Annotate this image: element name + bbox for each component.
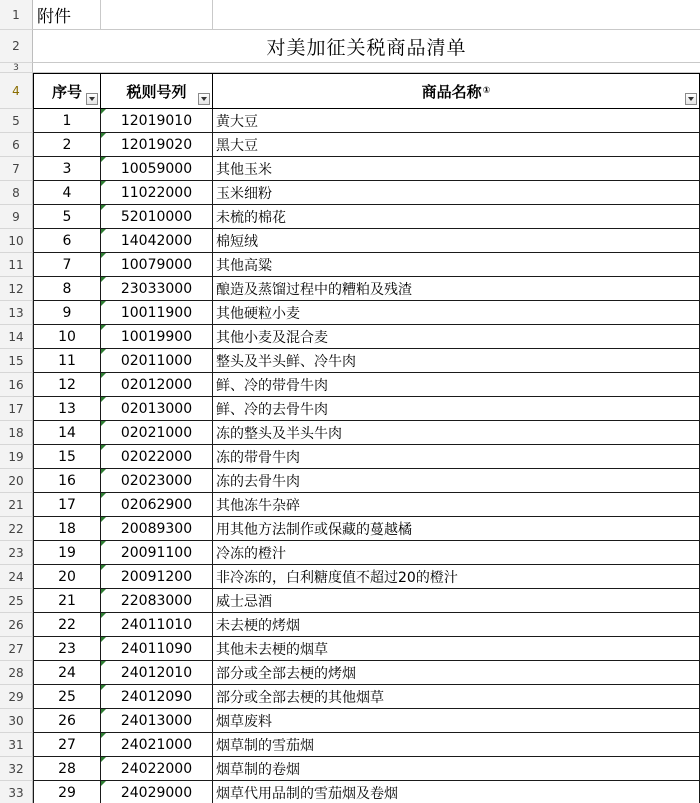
text-number-indicator-icon xyxy=(101,685,106,690)
tariff-code-cell[interactable]: 23033000 xyxy=(101,277,213,301)
attachment-label-cell[interactable]: 附件 xyxy=(33,0,101,30)
table-row xyxy=(0,469,700,493)
text-number-indicator-icon xyxy=(101,589,106,594)
text-number-indicator-icon xyxy=(101,373,106,378)
sheet-title-cell[interactable]: 对美加征关税商品清单 xyxy=(33,30,700,63)
product-name-cell[interactable]: 未去梗的烤烟 xyxy=(213,613,700,637)
header-seq-label: 序号 xyxy=(51,82,82,101)
seq-cell[interactable]: 18 xyxy=(33,517,101,541)
tariff-code-cell[interactable]: 10019900 xyxy=(101,325,213,349)
table-row xyxy=(0,517,700,541)
text-number-indicator-icon xyxy=(101,157,106,162)
seq-cell[interactable]: 24 xyxy=(33,661,101,685)
table-row xyxy=(0,397,700,421)
product-name-cell[interactable]: 未梳的棉花 xyxy=(213,205,700,229)
table-row xyxy=(0,733,700,757)
tariff-code-cell[interactable]: 02023000 xyxy=(101,469,213,493)
table-row xyxy=(0,613,700,637)
text-number-indicator-icon xyxy=(101,709,106,714)
header-tariff-label: 税则号列 xyxy=(126,82,187,101)
product-name-cell[interactable]: 其他硬粒小麦 xyxy=(213,301,700,325)
text-number-indicator-icon xyxy=(101,181,106,186)
text-number-indicator-icon xyxy=(101,565,106,570)
seq-cell[interactable]: 21 xyxy=(33,589,101,613)
row-number[interactable]: 10 xyxy=(0,229,33,253)
tariff-code-cell[interactable]: 10059000 xyxy=(101,157,213,181)
text-number-indicator-icon xyxy=(101,445,106,450)
seq-cell[interactable]: 26 xyxy=(33,709,101,733)
text-number-indicator-icon xyxy=(101,541,106,546)
seq-cell[interactable]: 12 xyxy=(33,373,101,397)
row-number[interactable]: 28 xyxy=(0,661,33,685)
product-name-cell[interactable]: 其他玉米 xyxy=(213,157,700,181)
text-number-indicator-icon xyxy=(101,421,106,426)
text-number-indicator-icon xyxy=(101,757,106,762)
tariff-code-cell[interactable]: 24011090 xyxy=(101,637,213,661)
table-row xyxy=(0,781,700,803)
product-name-cell[interactable]: 其他高粱 xyxy=(213,253,700,277)
row-number[interactable]: 29 xyxy=(0,685,33,709)
seq-cell[interactable]: 11 xyxy=(33,349,101,373)
tariff-code-cell[interactable]: 02062900 xyxy=(101,493,213,517)
table-row xyxy=(0,757,700,781)
row-number[interactable]: 25 xyxy=(0,589,33,613)
seq-cell[interactable]: 27 xyxy=(33,733,101,757)
tariff-code-cell[interactable]: 10011900 xyxy=(101,301,213,325)
product-name-cell[interactable]: 冷冻的橙汁 xyxy=(213,541,700,565)
seq-cell[interactable]: 28 xyxy=(33,757,101,781)
table-row xyxy=(0,181,700,205)
text-number-indicator-icon xyxy=(101,733,106,738)
product-name-cell[interactable]: 玉米细粉 xyxy=(213,181,700,205)
text-number-indicator-icon xyxy=(101,133,106,138)
table-row xyxy=(0,589,700,613)
row-number[interactable]: 13 xyxy=(0,301,33,325)
tariff-code-cell[interactable]: 02021000 xyxy=(101,421,213,445)
text-number-indicator-icon xyxy=(101,205,106,210)
tariff-code-cell[interactable]: 20089300 xyxy=(101,517,213,541)
table-row xyxy=(0,445,700,469)
seq-cell[interactable]: 2 xyxy=(33,133,101,157)
row-number[interactable]: 31 xyxy=(0,733,33,757)
empty-cell[interactable] xyxy=(213,0,700,30)
product-name-cell[interactable]: 部分或全部去梗的烤烟 xyxy=(213,661,700,685)
product-name-cell[interactable]: 部分或全部去梗的其他烟草 xyxy=(213,685,700,709)
tariff-code-cell[interactable]: 20091100 xyxy=(101,541,213,565)
tariff-code-cell[interactable]: 20091200 xyxy=(101,565,213,589)
product-name-cell[interactable]: 烟草制的卷烟 xyxy=(213,757,700,781)
row-number[interactable]: 1 xyxy=(0,0,33,30)
tariff-code-cell[interactable]: 12019020 xyxy=(101,133,213,157)
product-name-cell[interactable]: 烟草制的雪茄烟 xyxy=(213,733,700,757)
product-name-cell[interactable]: 其他冻牛杂碎 xyxy=(213,493,700,517)
product-name-cell[interactable]: 冻的整头及半头牛肉 xyxy=(213,421,700,445)
table-row xyxy=(0,349,700,373)
seq-cell[interactable]: 7 xyxy=(33,253,101,277)
table-row xyxy=(0,325,700,349)
tariff-code-cell[interactable]: 24012090 xyxy=(101,685,213,709)
tariff-code-cell[interactable]: 02011000 xyxy=(101,349,213,373)
row-number[interactable]: 18 xyxy=(0,421,33,445)
sheet-row-1 xyxy=(0,0,700,30)
text-number-indicator-icon xyxy=(101,613,106,618)
row-number[interactable]: 26 xyxy=(0,613,33,637)
table-row xyxy=(0,277,700,301)
seq-cell[interactable]: 1 xyxy=(33,109,101,133)
row-number[interactable]: 6 xyxy=(0,133,33,157)
row-number[interactable]: 12 xyxy=(0,277,33,301)
table-row xyxy=(0,565,700,589)
sheet-row-2 xyxy=(0,30,700,63)
seq-cell[interactable]: 5 xyxy=(33,205,101,229)
text-number-indicator-icon xyxy=(101,229,106,234)
tariff-code-cell[interactable]: 02013000 xyxy=(101,397,213,421)
row-number[interactable]: 4 xyxy=(0,73,33,109)
product-name-cell[interactable]: 冻的去骨牛肉 xyxy=(213,469,700,493)
text-number-indicator-icon xyxy=(101,469,106,474)
seq-cell[interactable]: 25 xyxy=(33,685,101,709)
text-number-indicator-icon xyxy=(101,397,106,402)
row-number[interactable]: 20 xyxy=(0,469,33,493)
sheet-row-3 xyxy=(0,63,700,73)
text-number-indicator-icon xyxy=(101,277,106,282)
product-name-cell[interactable]: 黑大豆 xyxy=(213,133,700,157)
seq-cell[interactable]: 4 xyxy=(33,181,101,205)
table-row xyxy=(0,301,700,325)
row-number[interactable]: 27 xyxy=(0,637,33,661)
table-row xyxy=(0,133,700,157)
text-number-indicator-icon xyxy=(101,301,106,306)
row-number[interactable]: 15 xyxy=(0,349,33,373)
seq-cell[interactable]: 6 xyxy=(33,229,101,253)
tariff-code-cell[interactable]: 02012000 xyxy=(101,373,213,397)
seq-cell[interactable]: 19 xyxy=(33,541,101,565)
tariff-code-cell[interactable]: 24022000 xyxy=(101,757,213,781)
row-number[interactable]: 2 xyxy=(0,30,33,63)
column-header-row xyxy=(0,73,700,109)
seq-cell[interactable]: 23 xyxy=(33,637,101,661)
text-number-indicator-icon xyxy=(101,253,106,258)
header-tariff[interactable] xyxy=(101,73,213,109)
table-row xyxy=(0,109,700,133)
table-row xyxy=(0,373,700,397)
tariff-code-cell[interactable]: 52010000 xyxy=(101,205,213,229)
row-number[interactable]: 9 xyxy=(0,205,33,229)
table-row xyxy=(0,685,700,709)
row-number[interactable]: 11 xyxy=(0,253,33,277)
text-number-indicator-icon xyxy=(101,517,106,522)
tariff-code-cell[interactable]: 14042000 xyxy=(101,229,213,253)
seq-cell[interactable]: 16 xyxy=(33,469,101,493)
table-row xyxy=(0,709,700,733)
text-number-indicator-icon xyxy=(101,109,106,114)
row-number[interactable]: 23 xyxy=(0,541,33,565)
row-number[interactable]: 22 xyxy=(0,517,33,541)
footnote-marker: ① xyxy=(482,86,491,96)
product-name-cell[interactable]: 威士忌酒 xyxy=(213,589,700,613)
row-number[interactable]: 7 xyxy=(0,157,33,181)
product-name-cell[interactable]: 鲜、冷的去骨牛肉 xyxy=(213,397,700,421)
tariff-code-cell[interactable]: 10079000 xyxy=(101,253,213,277)
seq-cell[interactable]: 22 xyxy=(33,613,101,637)
text-number-indicator-icon xyxy=(101,637,106,642)
row-number[interactable]: 21 xyxy=(0,493,33,517)
text-number-indicator-icon xyxy=(101,493,106,498)
seq-cell[interactable]: 17 xyxy=(33,493,101,517)
filter-dropdown-icon[interactable] xyxy=(86,93,98,105)
row-number[interactable]: 33 xyxy=(0,781,33,803)
row-number[interactable]: 24 xyxy=(0,565,33,589)
seq-cell[interactable]: 20 xyxy=(33,565,101,589)
table-row xyxy=(0,541,700,565)
tariff-code-cell[interactable]: 12019010 xyxy=(101,109,213,133)
table-row xyxy=(0,661,700,685)
row-number[interactable]: 3 xyxy=(0,63,33,73)
text-number-indicator-icon xyxy=(101,325,106,330)
product-name-cell[interactable]: 烟草代用品制的雪茄烟及卷烟 xyxy=(213,781,700,803)
table-row xyxy=(0,421,700,445)
table-row xyxy=(0,205,700,229)
seq-cell[interactable]: 9 xyxy=(33,301,101,325)
product-name-cell[interactable]: 冻的带骨牛肉 xyxy=(213,445,700,469)
tariff-code-cell[interactable]: 24012010 xyxy=(101,661,213,685)
seq-cell[interactable]: 3 xyxy=(33,157,101,181)
table-row xyxy=(0,157,700,181)
header-seq[interactable] xyxy=(33,73,101,109)
table-row xyxy=(0,253,700,277)
text-number-indicator-icon xyxy=(101,661,106,666)
row-number[interactable]: 30 xyxy=(0,709,33,733)
row-number[interactable]: 16 xyxy=(0,373,33,397)
row-number[interactable]: 32 xyxy=(0,757,33,781)
row-number[interactable]: 14 xyxy=(0,325,33,349)
product-name-cell[interactable]: 整头及半头鲜、冷牛肉 xyxy=(213,349,700,373)
header-name[interactable] xyxy=(213,73,700,109)
seq-cell[interactable]: 29 xyxy=(33,781,101,803)
row-number[interactable]: 8 xyxy=(0,181,33,205)
tariff-code-cell[interactable]: 02022000 xyxy=(101,445,213,469)
seq-cell[interactable]: 15 xyxy=(33,445,101,469)
table-row xyxy=(0,229,700,253)
seq-cell[interactable]: 14 xyxy=(33,421,101,445)
tariff-code-cell[interactable]: 24011010 xyxy=(101,613,213,637)
empty-cell[interactable] xyxy=(101,0,213,30)
text-number-indicator-icon xyxy=(101,349,106,354)
filter-dropdown-icon[interactable] xyxy=(198,93,210,105)
seq-cell[interactable]: 13 xyxy=(33,397,101,421)
row-number[interactable]: 5 xyxy=(0,109,33,133)
empty-cell[interactable] xyxy=(33,63,700,73)
product-name-cell[interactable]: 烟草废料 xyxy=(213,709,700,733)
tariff-code-cell[interactable]: 24013000 xyxy=(101,709,213,733)
tariff-code-cell[interactable]: 24021000 xyxy=(101,733,213,757)
product-name-cell[interactable]: 其他小麦及混合麦 xyxy=(213,325,700,349)
table-row xyxy=(0,493,700,517)
tariff-code-cell[interactable]: 22083000 xyxy=(101,589,213,613)
tariff-code-cell[interactable]: 24029000 xyxy=(101,781,213,803)
row-number[interactable]: 19 xyxy=(0,445,33,469)
text-number-indicator-icon xyxy=(101,781,106,786)
header-name-label: 商品名称 xyxy=(421,82,482,101)
product-name-cell[interactable]: 非冷冻的，白利糖度值不超过20的橙汁 xyxy=(213,565,700,589)
product-name-cell[interactable]: 棉短绒 xyxy=(213,229,700,253)
product-name-cell[interactable]: 酿造及蒸馏过程中的糟粕及残渣 xyxy=(213,277,700,301)
tariff-code-cell[interactable]: 11022000 xyxy=(101,181,213,205)
row-number[interactable]: 17 xyxy=(0,397,33,421)
product-name-cell[interactable]: 其他未去梗的烟草 xyxy=(213,637,700,661)
product-name-cell[interactable]: 黄大豆 xyxy=(213,109,700,133)
product-name-cell[interactable]: 鲜、冷的带骨牛肉 xyxy=(213,373,700,397)
seq-cell[interactable]: 10 xyxy=(33,325,101,349)
product-name-cell[interactable]: 用其他方法制作或保藏的蔓越橘 xyxy=(213,517,700,541)
seq-cell[interactable]: 8 xyxy=(33,277,101,301)
filter-dropdown-icon[interactable] xyxy=(685,93,697,105)
table-row xyxy=(0,637,700,661)
